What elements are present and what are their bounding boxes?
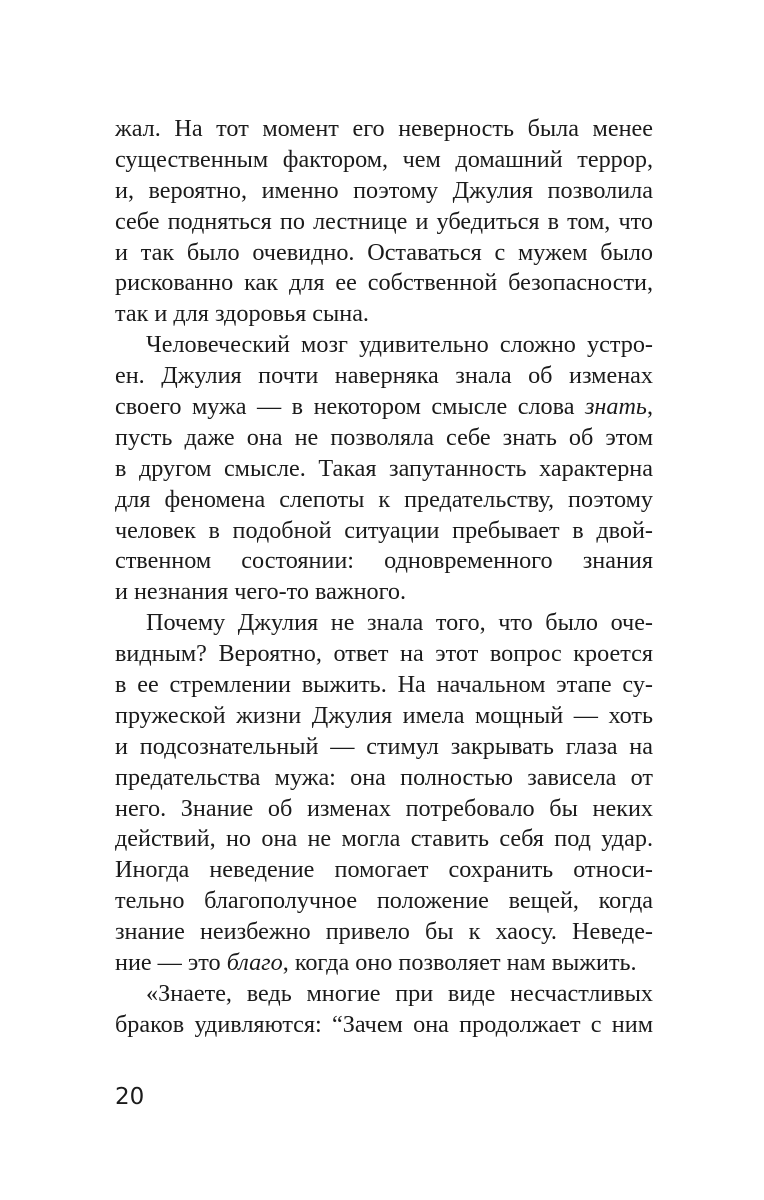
page-number: 20: [115, 1084, 145, 1110]
text-line: Почему Джулия не знала того, что было оче-: [146, 609, 653, 637]
text-line: и, вероятно, именно поэтому Джулия позволила: [115, 176, 653, 204]
paragraph: [115, 114, 653, 330]
text-line: Человеческий мозг удивительно сложно устро-: [146, 331, 653, 359]
text-line: жал. На тот момент его неверность была менее: [115, 115, 653, 142]
paragraph: [115, 608, 653, 979]
text-line: и незнания чего-то важного.: [115, 578, 407, 606]
text-line: в другом смысле. Такая запутанность характерна: [115, 454, 653, 482]
text-line: действий, но она не могла ставить себя под удар.: [115, 825, 653, 853]
text-line: и подсознательный — стимул закрывать глаза на: [115, 732, 653, 760]
text-line: рискованно как для ее собственной безопасности,: [115, 269, 653, 297]
text-line: тельно благополучное положение вещей, когда: [115, 887, 653, 915]
text-line: своего мужа — в некотором смысле слова знать,: [115, 393, 653, 421]
text-line: человек в подобной ситуации пребывает в двой-: [115, 516, 653, 544]
text-line: пусть даже она не позволяла себе знать об этом: [115, 423, 653, 451]
text-line: ственном состоянии: одновременного знания: [115, 547, 653, 575]
text-line: для феномена слепоты к предательству, поэтому: [115, 485, 653, 513]
text-line: так и для здоровья сына.: [115, 300, 369, 328]
text-line: ние — это благо, когда оно позволяет нам выжить.: [115, 949, 637, 977]
text-line: видным? Вероятно, ответ на этот вопрос кроется: [115, 640, 653, 668]
text-line: предательства мужа: она полностью зависела от: [115, 763, 653, 791]
text-line: ен. Джулия почти наверняка знала об изменах: [115, 362, 653, 390]
text-line: и так было очевидно. Оставаться с мужем было: [115, 238, 653, 266]
text-line: знание неизбежно привело бы к хаосу. Неведе-: [115, 918, 653, 946]
text-line: браков удивляются: “Зачем она продолжает с ним: [115, 1010, 653, 1038]
paragraph: [115, 330, 653, 608]
text-line: «Знаете, ведь многие при виде несчастливых: [146, 979, 653, 1007]
paragraph: [115, 979, 653, 1041]
text-line: пружеской жизни Джулия имела мощный — хоть: [115, 701, 653, 729]
text-line: него. Знание об изменах потребовало бы неких: [115, 794, 653, 822]
body-text: [115, 114, 653, 1041]
text-line: себе подняться по лестнице и убедиться в том, что: [115, 207, 653, 235]
text-line: существенным фактором, чем домашний террор,: [115, 145, 653, 173]
text-line: в ее стремлении выжить. На начальном этапе су-: [115, 671, 653, 699]
text-line: Иногда неведение помогает сохранить относи-: [115, 856, 653, 884]
